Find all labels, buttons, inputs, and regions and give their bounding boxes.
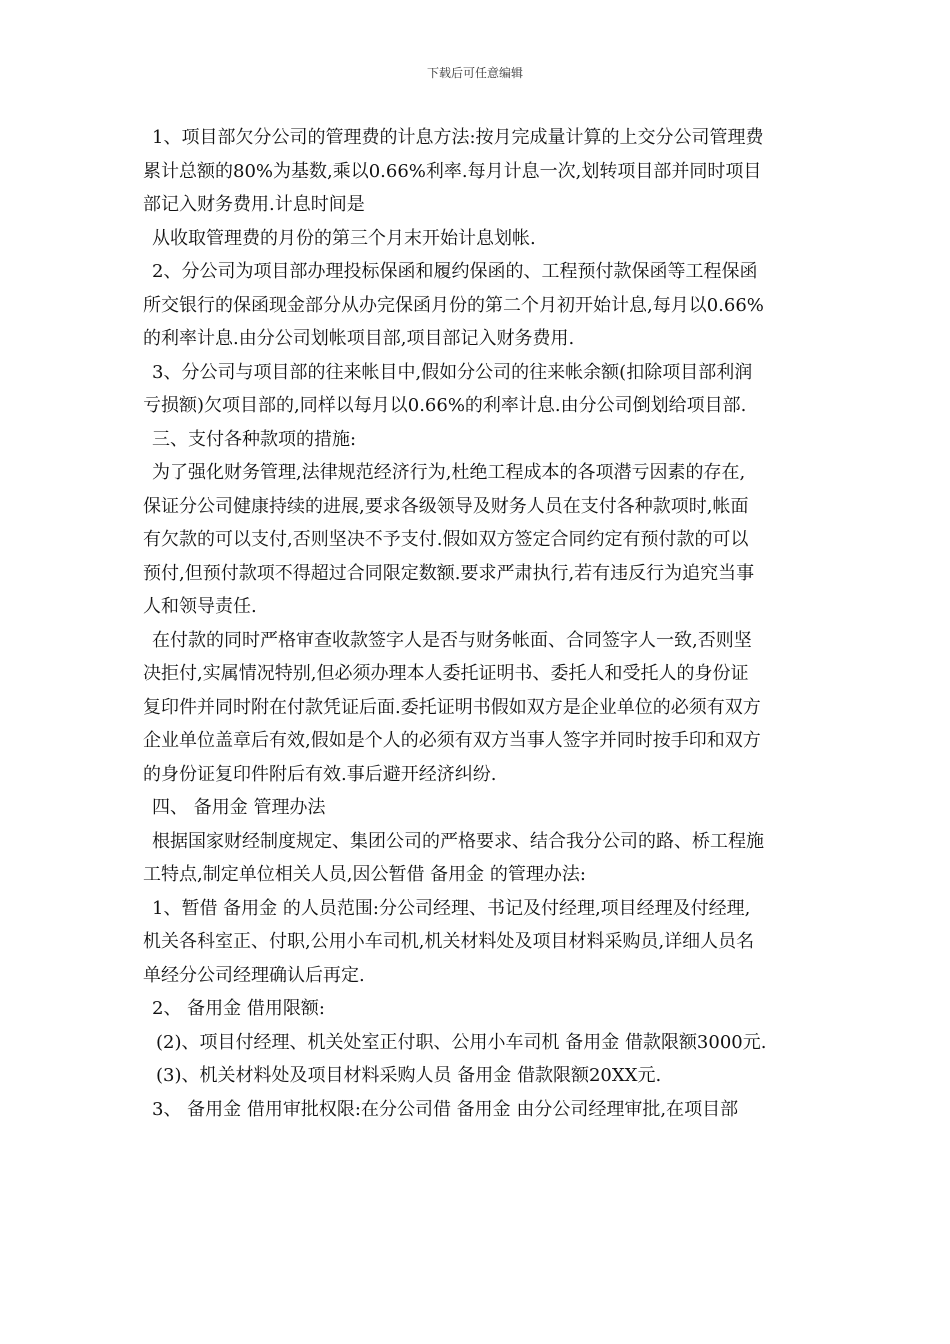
text-line: 3、分公司与项目部的往来帐目中,假如分公司的往来帐余额(扣除项目部利润 — [152, 361, 753, 383]
text-line: 为了强化财务管理,法律规范经济行为,杜绝工程成本的各项潜亏因素的存在, — [152, 462, 746, 483]
text-line: 机关各科室正、付职,公用小车司机,机关材料处及项目材料采购员,详细人员名 — [143, 931, 755, 952]
text-line: 2、 备用金 借用限额: — [152, 998, 325, 1019]
text-line: 1、项目部欠分公司的管理费的计息方法:按月完成量计算的上交分公司管理费 — [152, 127, 764, 148]
text-line: (2)、项目付经理、机关处室正付职、公用小车司机 备用金 借款限额3000元. — [156, 1031, 767, 1053]
text-line: 3、 备用金 借用审批权限:在分公司借 备用金 由分公司经理审批,在项目部 — [152, 1098, 739, 1120]
text-line: 在付款的同时严格审查收款签字人是否与财务帐面、合同签字人一致,否则坚 — [152, 629, 752, 651]
text-line: 2、分公司为项目部办理投标保函和履约保函的、工程预付款保函等工程保函 — [152, 261, 758, 282]
text-line: 保证分公司健康持续的进展,要求各级领导及财务人员在支付各种款项时,帐面 — [143, 495, 749, 517]
text-line: 人和领导责任. — [143, 596, 257, 617]
text-line: 四、 备用金 管理办法 — [152, 797, 326, 818]
text-line: 企业单位盖章后有效,假如是个人的必须有双方当事人签字并同时按手印和双方 — [143, 730, 761, 751]
text-line: (3)、机关材料处及项目材料采购人员 备用金 借款限额20XX元. — [156, 1065, 662, 1086]
text-line: 三、支付各种款项的措施: — [152, 428, 357, 450]
text-line: 根据国家财经制度规定、集团公司的严格要求、结合我分公司的路、桥工程施 — [152, 830, 764, 852]
text-line: 有欠款的可以支付,否则坚决不予支付.假如双方签定合同约定有预付款的可以 — [143, 529, 749, 550]
text-line: 从收取管理费的月份的第三个月末开始计息划帐. — [152, 227, 536, 249]
text-line: 预付,但预付款项不得超过合同限定数额.要求严肃执行,若有违反行为追究当事 — [143, 562, 755, 584]
text-line: 的利率计息.由分公司划帐项目部,项目部记入财务费用. — [143, 328, 575, 349]
text-line: 所交银行的保函现金部分从办完保函月份的第二个月初开始计息,每月以0.66% — [143, 294, 764, 316]
text-line: 单经分公司经理确认后再定. — [143, 964, 365, 986]
text-line: 复印件并同时附在付款凭证后面.委托证明书假如双方是企业单位的必须有双方 — [143, 696, 761, 718]
text-line: 的身份证复印件附后有效.事后避开经济纠纷. — [143, 763, 497, 785]
text-line: 决拒付,实属情况特别,但必须办理本人委托证明书、委托人和受托人的身份证 — [143, 663, 749, 684]
text-line: 亏损额)欠项目部的,同样以每月以0.66%的利率计息.由分公司倒划给项目部. — [143, 395, 747, 416]
text-line: 部记入财务费用.计息时间是 — [143, 194, 365, 215]
document-body — [143, 121, 811, 1126]
page-header-note: 下载后可任意编辑 — [426, 66, 523, 80]
text-line: 工特点,制定单位相关人员,因公暂借 备用金 的管理办法: — [143, 864, 586, 885]
text-line: 1、暂借 备用金 的人员范围:分公司经理、书记及付经理,项目经理及付经理, — [152, 897, 751, 919]
text-line: 累计总额的80%为基数,乘以0.66%利率.每月计息一次,划转项目部并同时项目 — [143, 160, 762, 182]
